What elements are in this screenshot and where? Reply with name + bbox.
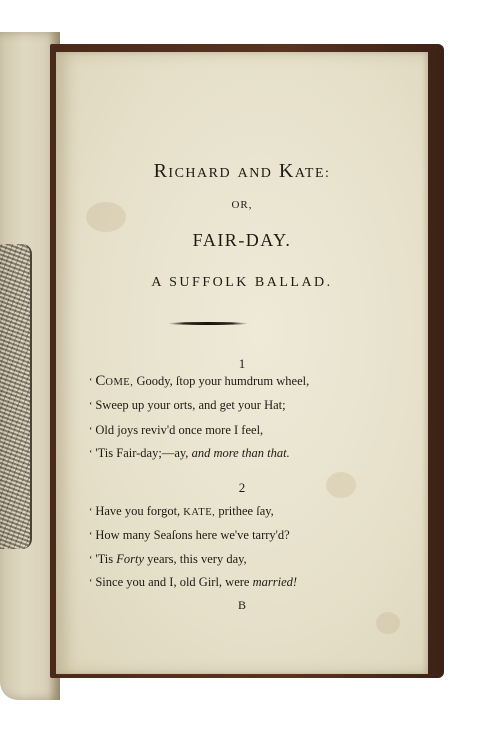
page-title (56, 160, 428, 183)
title-and: AND (237, 166, 273, 181)
title-richard-initial: R (153, 160, 169, 182)
open-quote: ‘ (89, 555, 93, 566)
verse-line (89, 398, 286, 413)
title-or: OR, (231, 199, 253, 211)
open-quote: ‘ (89, 507, 93, 518)
verse-italic: Forty (116, 552, 145, 566)
small-caps-word: KATE, (183, 507, 216, 518)
verse-line (89, 423, 263, 438)
open-quote: ‘ (89, 578, 93, 589)
verse-line (89, 528, 290, 543)
page-subtitle: FAIR-DAY. (192, 230, 292, 250)
stanza-number: 2 (238, 480, 246, 495)
open-quote: ‘ (89, 426, 93, 437)
verse-text: Have you forgot, (95, 504, 184, 518)
open-quote: ‘ (89, 401, 93, 412)
verse-text: Goody, ſtop your humdrum wheel, (133, 374, 310, 388)
verse-italic: married! (252, 575, 298, 589)
title-kate-rest: ATE: (294, 166, 331, 181)
verse-text: How many Seaſons here we've tarry'd? (95, 528, 290, 542)
verse-italic: and more than that. (191, 446, 290, 460)
verse-text: 'Tis Fair-day;—ay, (95, 446, 192, 460)
verse-text: Old joys reviv'd once more I feel, (95, 423, 264, 437)
title-richard-rest: ICHARD (168, 166, 232, 181)
open-quote: ‘ (89, 531, 93, 542)
small-caps-word: OME, (105, 377, 134, 388)
verse-text: Since you and I, old Girl, were (95, 575, 253, 589)
verse-text: 'Tis (95, 552, 117, 566)
ballad-label: A SUFFOLK BALLAD. (151, 275, 333, 290)
verse-text: prithee ſay, (215, 504, 274, 518)
verse-line (89, 373, 309, 390)
ornamental-rule (168, 322, 248, 325)
verse-line (89, 446, 290, 461)
verse-line (89, 575, 297, 590)
book-page (56, 52, 428, 674)
title-kate-initial: K (278, 160, 295, 182)
verse-line (89, 552, 247, 567)
verse-text: years, this very day, (144, 552, 247, 566)
frontispiece-engraving (0, 244, 32, 549)
verse-text: Sweep up your orts, and get your Hat; (95, 398, 286, 412)
signature-mark: B (237, 598, 246, 612)
verse-line (89, 504, 274, 519)
drop-initial: C (95, 373, 106, 389)
open-quote: ‘ (89, 449, 93, 460)
foxing-spot (376, 612, 400, 634)
stanza-number: 1 (238, 356, 246, 371)
open-quote: ‘ (89, 377, 93, 388)
